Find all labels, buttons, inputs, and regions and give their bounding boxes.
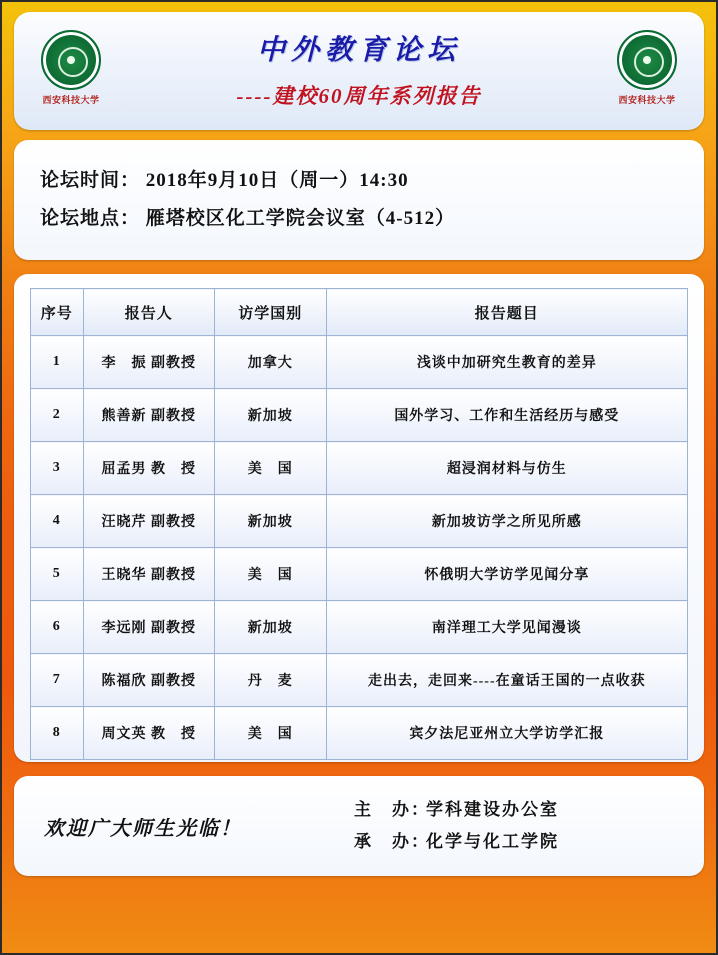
column-header-index: 序号 bbox=[31, 289, 84, 336]
logo-left-caption: 西安科技大学 bbox=[42, 95, 100, 105]
cell-speaker: 李远刚 副教授 bbox=[83, 601, 214, 654]
cell-topic: 南洋理工大学见闻漫谈 bbox=[326, 601, 687, 654]
cell-country: 美 国 bbox=[214, 548, 326, 601]
table-row bbox=[31, 389, 688, 442]
cell-index: 5 bbox=[31, 548, 84, 601]
event-time: 论坛时间： 2018年9月10日（周一）14:30 bbox=[40, 170, 409, 191]
schedule-panel bbox=[14, 274, 704, 762]
table-row bbox=[31, 548, 688, 601]
table-header-row bbox=[31, 289, 688, 336]
organizer-block bbox=[344, 794, 674, 858]
logo-left bbox=[32, 30, 110, 106]
welcome-text: 欢迎广大师生光临！ bbox=[44, 817, 242, 840]
column-header-country: 访学国别 bbox=[214, 289, 326, 336]
logo-right bbox=[608, 30, 686, 106]
cell-speaker: 李 振 副教授 bbox=[83, 336, 214, 389]
cell-country: 新加坡 bbox=[214, 389, 326, 442]
cell-speaker: 周文英 教 授 bbox=[83, 707, 214, 760]
cell-index: 1 bbox=[31, 336, 84, 389]
cell-country: 美 国 bbox=[214, 442, 326, 495]
footer-panel bbox=[14, 776, 704, 876]
cell-index: 3 bbox=[31, 442, 84, 495]
cell-index: 7 bbox=[31, 654, 84, 707]
cell-country: 新加坡 bbox=[214, 601, 326, 654]
cell-topic: 宾夕法尼亚州立大学访学汇报 bbox=[326, 707, 687, 760]
organizer-value: 化学与化工学院 bbox=[426, 832, 559, 851]
header-banner bbox=[14, 12, 704, 130]
cell-topic: 怀俄明大学访学见闻分享 bbox=[326, 548, 687, 601]
column-header-speaker: 报告人 bbox=[83, 289, 214, 336]
table-row bbox=[31, 336, 688, 389]
cell-speaker: 熊善新 副教授 bbox=[83, 389, 214, 442]
cell-topic: 走出去，走回来----在童话王国的一点收获 bbox=[326, 654, 687, 707]
host-label: 主 办： bbox=[354, 800, 430, 819]
cell-index: 4 bbox=[31, 495, 84, 548]
organizer-label: 承 办： bbox=[354, 832, 430, 851]
cell-country: 美 国 bbox=[214, 707, 326, 760]
cell-country: 加拿大 bbox=[214, 336, 326, 389]
cell-speaker: 屈孟男 教 授 bbox=[83, 442, 214, 495]
cell-speaker: 王晓华 副教授 bbox=[83, 548, 214, 601]
page-title: 中外教育论坛 bbox=[256, 35, 461, 66]
cell-speaker: 陈福欣 副教授 bbox=[83, 654, 214, 707]
table-row bbox=[31, 707, 688, 760]
event-place: 论坛地点： 雁塔校区化工学院会议室（4-512） bbox=[40, 208, 456, 229]
table-row bbox=[31, 654, 688, 707]
host-value: 学科建设办公室 bbox=[426, 800, 559, 819]
university-seal-icon bbox=[41, 30, 101, 90]
cell-index: 2 bbox=[31, 389, 84, 442]
cell-country: 丹 麦 bbox=[214, 654, 326, 707]
organizer-line bbox=[354, 826, 674, 858]
host-line bbox=[354, 794, 674, 826]
cell-topic: 浅谈中加研究生教育的差异 bbox=[326, 336, 687, 389]
title-block bbox=[237, 28, 482, 114]
cell-topic: 超浸润材料与仿生 bbox=[326, 442, 687, 495]
table-row bbox=[31, 442, 688, 495]
cell-index: 6 bbox=[31, 601, 84, 654]
logo-right-caption: 西安科技大学 bbox=[618, 95, 676, 105]
schedule-table bbox=[30, 288, 688, 760]
cell-speaker: 汪晓芹 副教授 bbox=[83, 495, 214, 548]
column-header-topic: 报告题目 bbox=[326, 289, 687, 336]
page-subtitle: ----建校60周年系列报告 bbox=[236, 84, 482, 108]
table-row bbox=[31, 495, 688, 548]
cell-topic: 新加坡访学之所见所感 bbox=[326, 495, 687, 548]
cell-index: 8 bbox=[31, 707, 84, 760]
cell-topic: 国外学习、工作和生活经历与感受 bbox=[326, 389, 687, 442]
table-row bbox=[31, 601, 688, 654]
event-info-panel bbox=[14, 140, 704, 260]
cell-country: 新加坡 bbox=[214, 495, 326, 548]
university-seal-icon bbox=[617, 30, 677, 90]
